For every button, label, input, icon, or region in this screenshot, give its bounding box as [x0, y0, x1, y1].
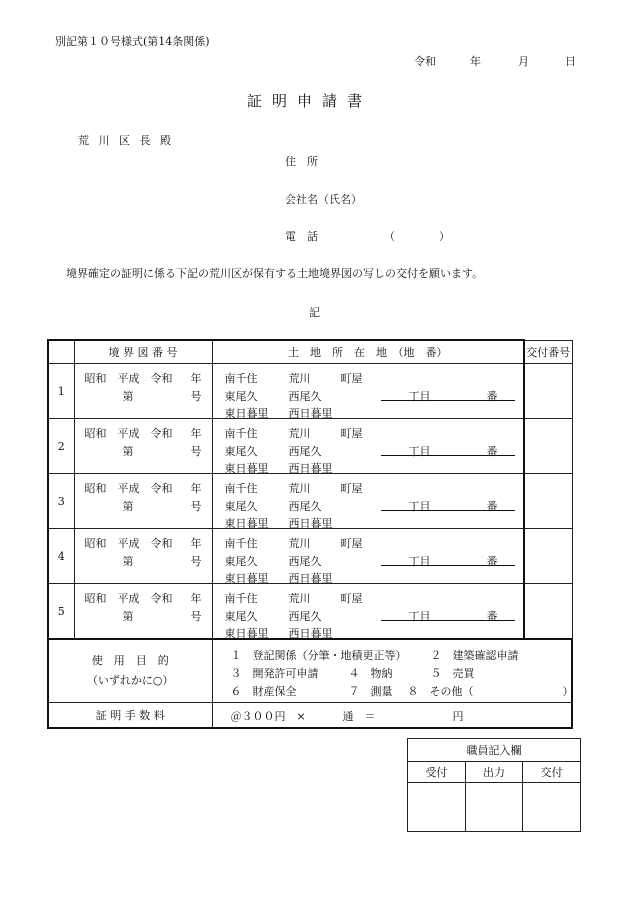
- purpose-development-permit[interactable]: ３ 開発許可申請: [230, 667, 319, 680]
- town-nishinippori: 西日暮里: [288, 407, 333, 420]
- town-nishiogu: 西尾久: [288, 390, 322, 403]
- staff-stamp-reception: [408, 783, 466, 832]
- ban-label: 番: [486, 500, 498, 513]
- table-row: [48, 364, 572, 419]
- chome-label: 丁目: [408, 610, 431, 623]
- staff-use-box: [407, 738, 581, 832]
- era-options: 昭和 平成 令和: [84, 427, 173, 440]
- address-underline: [381, 455, 516, 456]
- fee-cell: [212, 703, 572, 729]
- era-options: 昭和 平成 令和: [84, 482, 173, 495]
- era-options: 昭和 平成 令和: [84, 592, 173, 605]
- gou-label: 号: [190, 445, 202, 458]
- address-underline: [381, 400, 516, 401]
- ban-label: 番: [486, 445, 498, 458]
- phone-label: 電 話: [285, 230, 318, 243]
- town-higashiogu: 東尾久: [224, 445, 258, 458]
- chome-label: 丁目: [408, 390, 431, 403]
- dai-label: 第: [122, 555, 134, 568]
- date-era: 令和: [414, 55, 436, 68]
- header-map-number: 境 界 図 番 号: [74, 340, 212, 364]
- town-higashiogu: 東尾久: [224, 610, 258, 623]
- staff-col-reception: 受付: [408, 762, 466, 783]
- town-higashiogu: 東尾久: [224, 555, 258, 568]
- gou-label: 号: [190, 390, 202, 403]
- town-machiya: 町屋: [340, 537, 363, 550]
- purpose-label: 使 用 目 的: [91, 654, 169, 667]
- town-higashiogu: 東尾久: [224, 390, 258, 403]
- ki-label: 記: [309, 306, 320, 319]
- era-options: 昭和 平成 令和: [84, 537, 173, 550]
- date-year: 年: [470, 55, 481, 68]
- town-machiya: 町屋: [340, 372, 363, 385]
- town-higashinippori: 東日暮里: [224, 572, 269, 585]
- company-label: 会社名（氏名）: [285, 193, 362, 206]
- issue-number-cell: [524, 584, 572, 640]
- era-options: 昭和 平成 令和: [84, 372, 173, 385]
- town-minamisenju: 南千住: [224, 427, 258, 440]
- town-nishiogu: 西尾久: [288, 610, 322, 623]
- chome-label: 丁目: [408, 500, 431, 513]
- town-nishinippori: 西日暮里: [288, 517, 333, 530]
- staff-col-output: 出力: [465, 762, 523, 783]
- purpose-registration[interactable]: １ 登記関係（分筆・地積更正等）: [230, 649, 407, 662]
- town-nishiogu: 西尾久: [288, 555, 322, 568]
- date-month: 月: [518, 55, 529, 68]
- row-number: 4: [48, 529, 74, 584]
- fee-yen: 円: [452, 710, 464, 723]
- header-issue-number: 交付番号: [524, 340, 572, 364]
- town-minamisenju: 南千住: [224, 482, 258, 495]
- purpose-in-kind-payment[interactable]: ４ 物納: [348, 667, 393, 680]
- row-number: 3: [48, 474, 74, 529]
- town-higashinippori: 東日暮里: [224, 517, 269, 530]
- ban-label: 番: [486, 610, 498, 623]
- address-label: 住 所: [285, 155, 318, 168]
- year-label: 年: [190, 592, 202, 605]
- purpose-survey[interactable]: ７ 測量: [348, 685, 393, 698]
- addressee: 荒 川 区 長 殿: [78, 134, 174, 147]
- town-arakawa: 荒川: [288, 537, 311, 550]
- issue-number-cell: [524, 529, 572, 584]
- town-nishinippori: 西日暮里: [288, 462, 333, 475]
- dai-label: 第: [122, 445, 134, 458]
- fee-label: 証 明 手 数 料: [48, 703, 212, 729]
- staff-stamp-issue: [523, 783, 581, 832]
- table-row: [48, 529, 572, 584]
- year-label: 年: [190, 537, 202, 550]
- purpose-asset-preservation[interactable]: ６ 財産保全: [230, 685, 297, 698]
- purpose-sale[interactable]: ５ 売買: [430, 667, 475, 680]
- page-title: 証明申請書: [247, 92, 373, 110]
- staff-box-title: 職員記入欄: [408, 739, 581, 762]
- request-text: 境界確定の証明に係る下記の荒川区が保有する土地境界図の写しの交付を願います。: [66, 267, 484, 280]
- date-day: 日: [565, 55, 576, 68]
- town-higashinippori: 東日暮里: [224, 462, 269, 475]
- ban-label: 番: [486, 390, 498, 403]
- issue-number-cell: [524, 419, 572, 474]
- phone-paren: （ ）: [384, 230, 450, 243]
- town-machiya: 町屋: [340, 482, 363, 495]
- town-higashinippori: 東日暮里: [224, 407, 269, 420]
- staff-stamp-output: [465, 783, 523, 832]
- town-minamisenju: 南千住: [224, 372, 258, 385]
- header-location: 土 地 所 在 地 （地 番）: [212, 340, 524, 364]
- purpose-label-cell: [48, 639, 212, 703]
- row-number: 5: [48, 584, 74, 640]
- header-no-cell: [48, 340, 74, 364]
- row-number: 2: [48, 419, 74, 474]
- table-row: [48, 419, 572, 474]
- purpose-other-close: ）: [562, 685, 574, 698]
- town-nishinippori: 西日暮里: [288, 572, 333, 585]
- town-arakawa: 荒川: [288, 372, 311, 385]
- chome-label: 丁目: [408, 555, 431, 568]
- fee-copies: 通 ＝: [342, 710, 376, 723]
- purpose-building-confirmation[interactable]: ２ 建築確認申請: [430, 649, 519, 662]
- gou-label: 号: [190, 555, 202, 568]
- dai-label: 第: [122, 500, 134, 513]
- address-underline: [381, 565, 516, 566]
- ban-label: 番: [486, 555, 498, 568]
- purpose-instruction: （いずれかに○）: [86, 674, 174, 687]
- town-machiya: 町屋: [340, 427, 363, 440]
- table-row: [48, 584, 572, 640]
- issue-number-cell: [524, 474, 572, 529]
- town-arakawa: 荒川: [288, 592, 311, 605]
- form-number: 別記第１０号様式(第14条関係): [55, 35, 210, 48]
- chome-label: 丁目: [408, 445, 431, 458]
- table-row: [48, 474, 572, 529]
- address-underline: [381, 620, 516, 621]
- town-higashiogu: 東尾久: [224, 500, 258, 513]
- purpose-options-cell: [212, 639, 572, 703]
- dai-label: 第: [122, 390, 134, 403]
- town-nishinippori: 西日暮里: [288, 627, 333, 640]
- year-label: 年: [190, 427, 202, 440]
- town-arakawa: 荒川: [288, 482, 311, 495]
- gou-label: 号: [190, 610, 202, 623]
- town-minamisenju: 南千住: [224, 592, 258, 605]
- year-label: 年: [190, 372, 202, 385]
- issue-number-cell: [524, 364, 572, 419]
- fee-row: [48, 703, 572, 729]
- purpose-row: [48, 639, 572, 703]
- dai-label: 第: [122, 610, 134, 623]
- fee-unit-price: ＠３００円 ×: [230, 710, 306, 723]
- town-machiya: 町屋: [340, 592, 363, 605]
- year-label: 年: [190, 482, 202, 495]
- address-underline: [381, 510, 516, 511]
- town-higashinippori: 東日暮里: [224, 627, 269, 640]
- row-number: 1: [48, 364, 74, 419]
- town-nishiogu: 西尾久: [288, 445, 322, 458]
- town-minamisenju: 南千住: [224, 537, 258, 550]
- gou-label: 号: [190, 500, 202, 513]
- town-arakawa: 荒川: [288, 427, 311, 440]
- town-nishiogu: 西尾久: [288, 500, 322, 513]
- staff-col-issue: 交付: [523, 762, 581, 783]
- purpose-other[interactable]: ８ その他（: [407, 685, 474, 698]
- application-table: [47, 339, 573, 729]
